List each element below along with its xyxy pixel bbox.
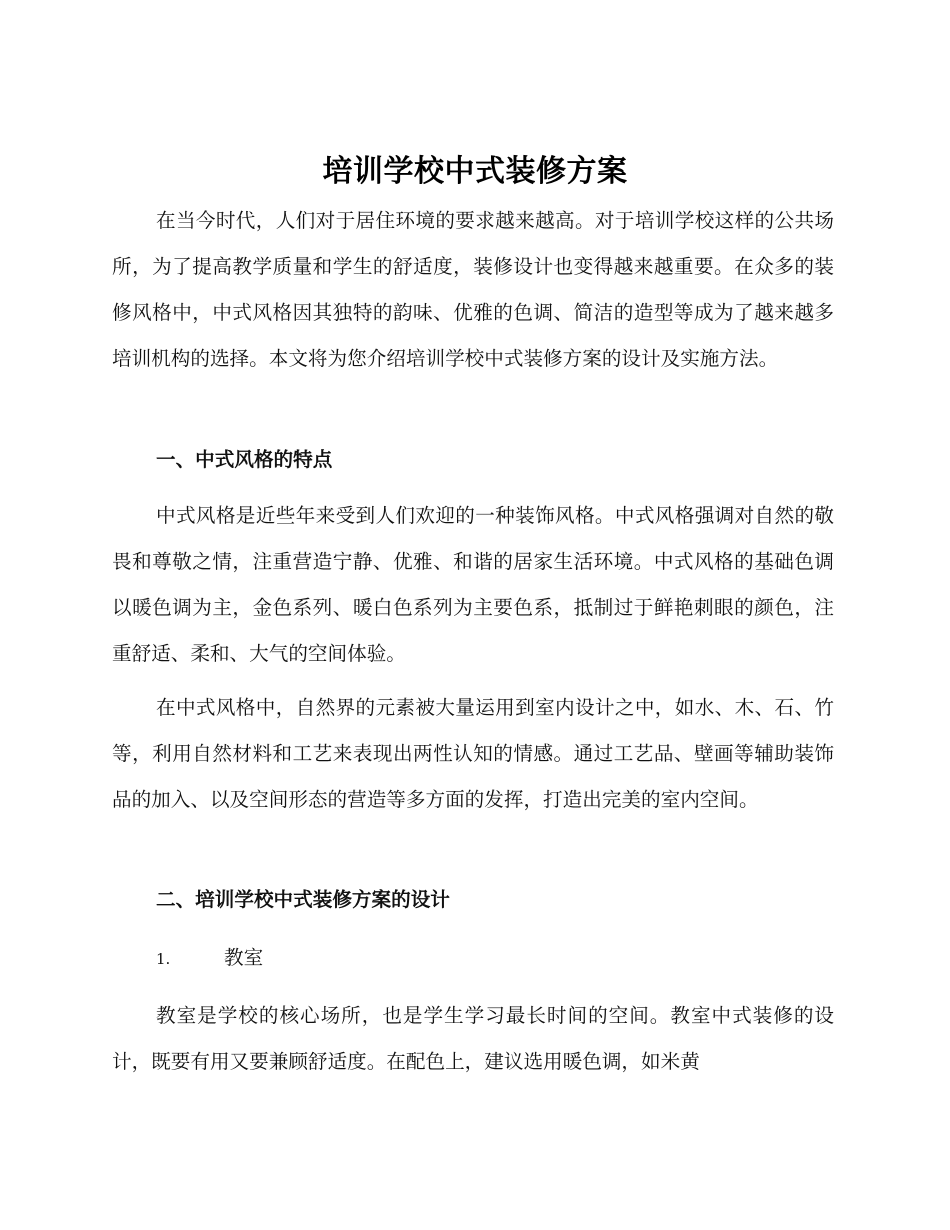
section-1-heading: 一、中式风格的特点 — [156, 448, 333, 471]
list-item-classroom — [156, 943, 263, 973]
document-title: 培训学校中式装修方案 — [322, 154, 628, 189]
list-item-label: 教室 — [224, 946, 264, 969]
section-2-heading: 二、培训学校中式装修方案的设计 — [156, 888, 450, 911]
intro-paragraph: 在当今时代，人们对于居住环境的要求越来越高。对于培训学校这样的公共场所，为了提高教学质量和学生的舒适度，装修设计也变得越来越重要。在众多的装修风格中，中式风格因其独特的韵味、优雅的色调、简洁的造型等成为了越来越多培训机构的选择。本文将为您介绍培训学校中式装修方案的设计及实施方法。 — [112, 209, 834, 370]
section-1-paragraph-2: 在中式风格中，自然界的元素被大量运用到室内设计之中，如水、木、石、竹等，利用自然材料和工艺来表现出两性认知的情感。通过工艺品、壁画等辅助装饰品的加入、以及空间形态的营造等多方面的发挥，打造出完美的室内空间。 — [112, 696, 834, 811]
section-1-paragraph-1: 中式风格是近些年来受到人们欢迎的一种装饰风格。中式风格强调对自然的敬畏和尊敬之情，注重营造宁静、优雅、和谐的居家生活环境。中式风格的基础色调以暖色调为主，金色系列、暖白色系列为主要色系，抵制过于鲜艳刺眼的颜色，注重舒适、柔和、大气的空间体验。 — [112, 504, 834, 665]
list-item-number: 1. — [156, 950, 171, 968]
section-2-paragraph-1: 教室是学校的核心场所，也是学生学习最长时间的空间。教室中式装修的设计，既要有用又要兼顾舒适度。在配色上，建议选用暖色调，如米黄 — [112, 1004, 834, 1073]
